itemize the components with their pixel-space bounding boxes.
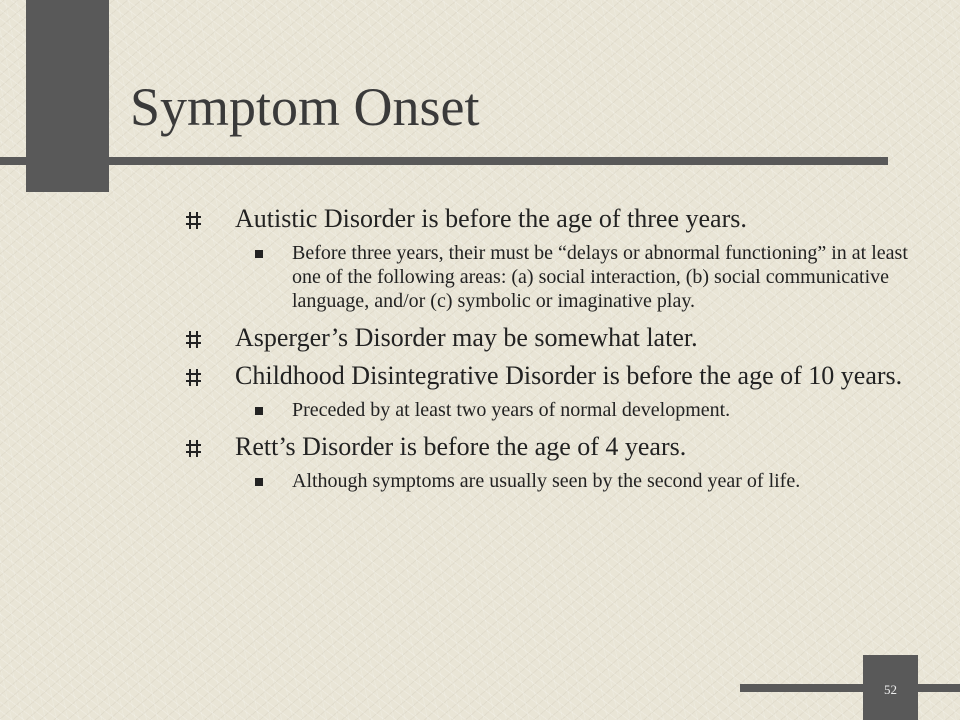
- bullet-text: Autistic Disorder is before the age of three years.: [235, 204, 747, 233]
- grid-hash-bullet-icon: [186, 331, 201, 348]
- grid-hash-bullet-icon: [186, 212, 201, 229]
- sub-bullet-text: Preceded by at least two years of normal development.: [292, 399, 731, 421]
- bullet-list: [180, 203, 940, 502]
- grid-hash-bullet-icon: [186, 440, 201, 457]
- bullet-text: Childhood Disintegrative Disorder is before the age of 10 years.: [235, 361, 903, 390]
- grid-hash-bullet-icon: [186, 369, 201, 386]
- sub-bullet-item: [292, 241, 940, 313]
- sub-bullet-item: [292, 398, 940, 422]
- bullet-item: [180, 360, 940, 391]
- bullet-item: [180, 431, 940, 462]
- square-bullet-icon: [255, 407, 263, 415]
- bullet-item: [180, 322, 940, 353]
- bullet-text: Asperger’s Disorder may be somewhat later.: [235, 323, 698, 352]
- slide-title: Symptom Onset: [130, 77, 480, 137]
- title-accent-bar: [0, 157, 888, 165]
- sub-bullet-item: [292, 469, 940, 493]
- bullet-item: [180, 203, 940, 234]
- sub-bullet-text: Although symptoms are usually seen by the second year of life.: [292, 470, 801, 492]
- footer-accent-bar: [740, 684, 960, 692]
- square-bullet-icon: [255, 250, 263, 258]
- bullet-text: Rett’s Disorder is before the age of 4 years.: [235, 432, 687, 461]
- sub-bullet-text: Before three years, their must be “delays or abnormal functioning” in at least one of the following areas: (a) social interaction, (b) social communicative language, and/or (c) symbolic or imaginative play.: [292, 242, 908, 312]
- square-bullet-icon: [255, 478, 263, 486]
- page-number: 52: [884, 682, 897, 697]
